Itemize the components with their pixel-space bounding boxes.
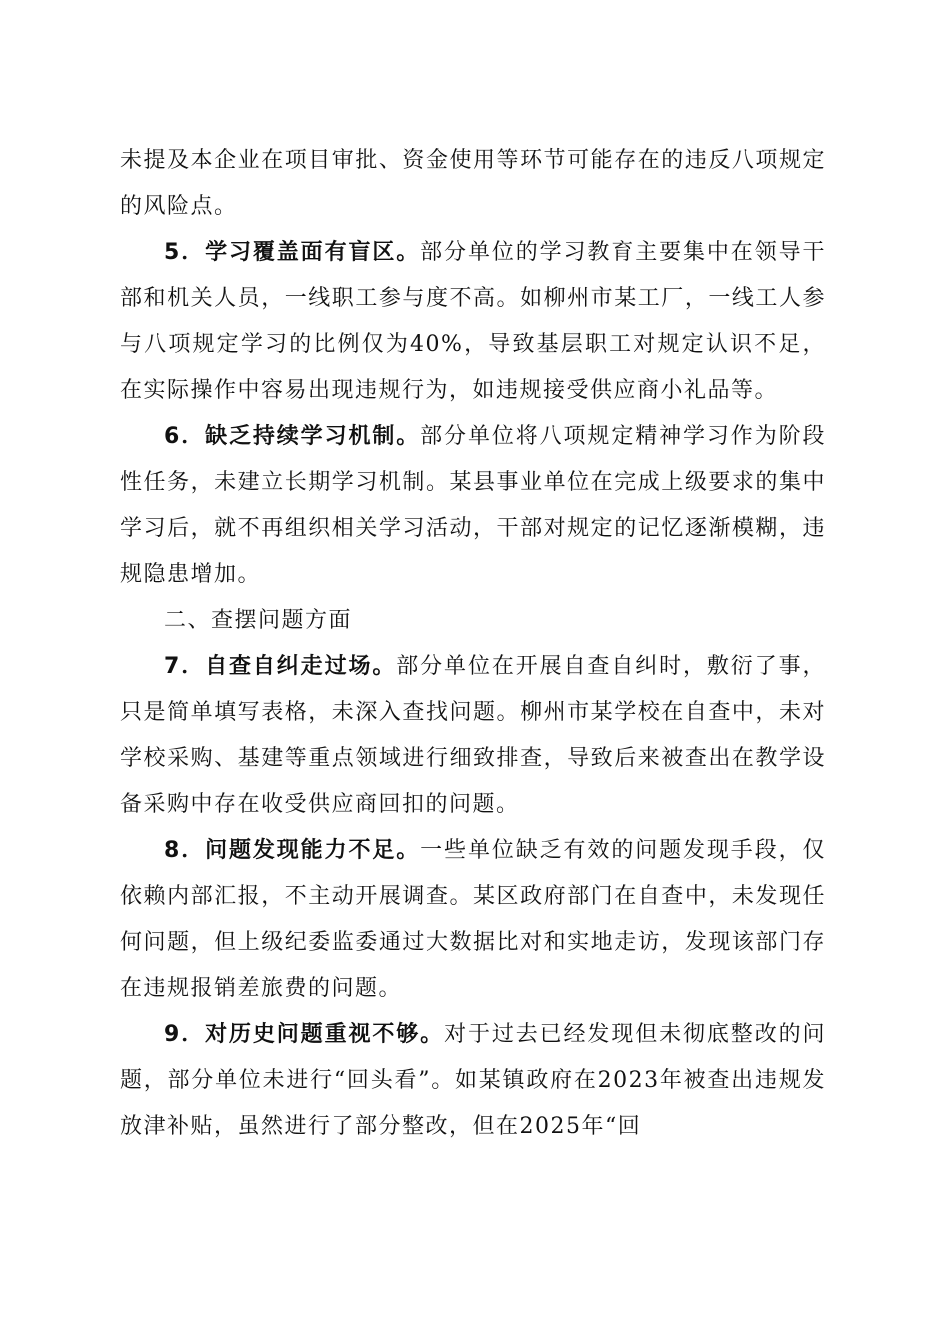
paragraph-item-7 xyxy=(120,644,826,828)
paragraph-text: 对于过去已经发现但未彻底整改的问题，部分单位未进行“回头看”。如某镇政府在2023年被查出违规发放津补贴，虽然进行了部分整改，但在2025年“回 xyxy=(120,1022,826,1139)
item-7-heading: 7．自查自纠走过场。 xyxy=(164,654,397,679)
paragraph-text: 一些单位缺乏有效的问题发现手段，仅依赖内部汇报，不主动开展调查。某区政府部门在自查中，未发现任何问题，但上级纪委监委通过大数据比对和实地走访，发现该部门存在违规报销差旅费的问题。 xyxy=(120,838,826,1001)
paragraph-text: 未提及本企业在项目审批、资金使用等环节可能存在的违反八项规定的风险点。 xyxy=(120,148,826,219)
item-8-heading: 8．问题发现能力不足。 xyxy=(164,838,421,863)
document-body xyxy=(120,138,826,1150)
paragraph-item-6 xyxy=(120,414,826,598)
paragraph-item-5 xyxy=(120,230,826,414)
item-6-heading: 6．缺乏持续学习机制。 xyxy=(164,424,421,449)
item-9-heading: 9．对历史问题重视不够。 xyxy=(164,1022,445,1047)
paragraph-text: 部分单位在开展自查自纠时，敷衍了事，只是简单填写表格，未深入查找问题。柳州市某学校在自查中，未对学校采购、基建等重点领域进行细致排查，导致后来被查出在教学设备采购中存在收受供应商回扣的问题。 xyxy=(120,654,826,817)
paragraph-continuation xyxy=(120,138,826,230)
item-5-heading: 5．学习覆盖面有盲区。 xyxy=(164,240,421,265)
paragraph-item-8 xyxy=(120,828,826,1012)
paragraph-text: 部分单位将八项规定精神学习作为阶段性任务，未建立长期学习机制。某县事业单位在完成上级要求的集中学习后，就不再组织相关学习活动，干部对规定的记忆逐渐模糊，违规隐患增加。 xyxy=(120,424,826,587)
paragraph-text: 部分单位的学习教育主要集中在领导干部和机关人员，一线职工参与度不高。如柳州市某工厂，一线工人参与八项规定学习的比例仅为40%，导致基层职工对规定认识不足，在实际操作中容易出现违规行为，如违规接受供应商小礼品等。 xyxy=(120,240,826,403)
section-heading: 二、查摆问题方面 xyxy=(164,608,353,633)
paragraph-item-9 xyxy=(120,1012,826,1150)
